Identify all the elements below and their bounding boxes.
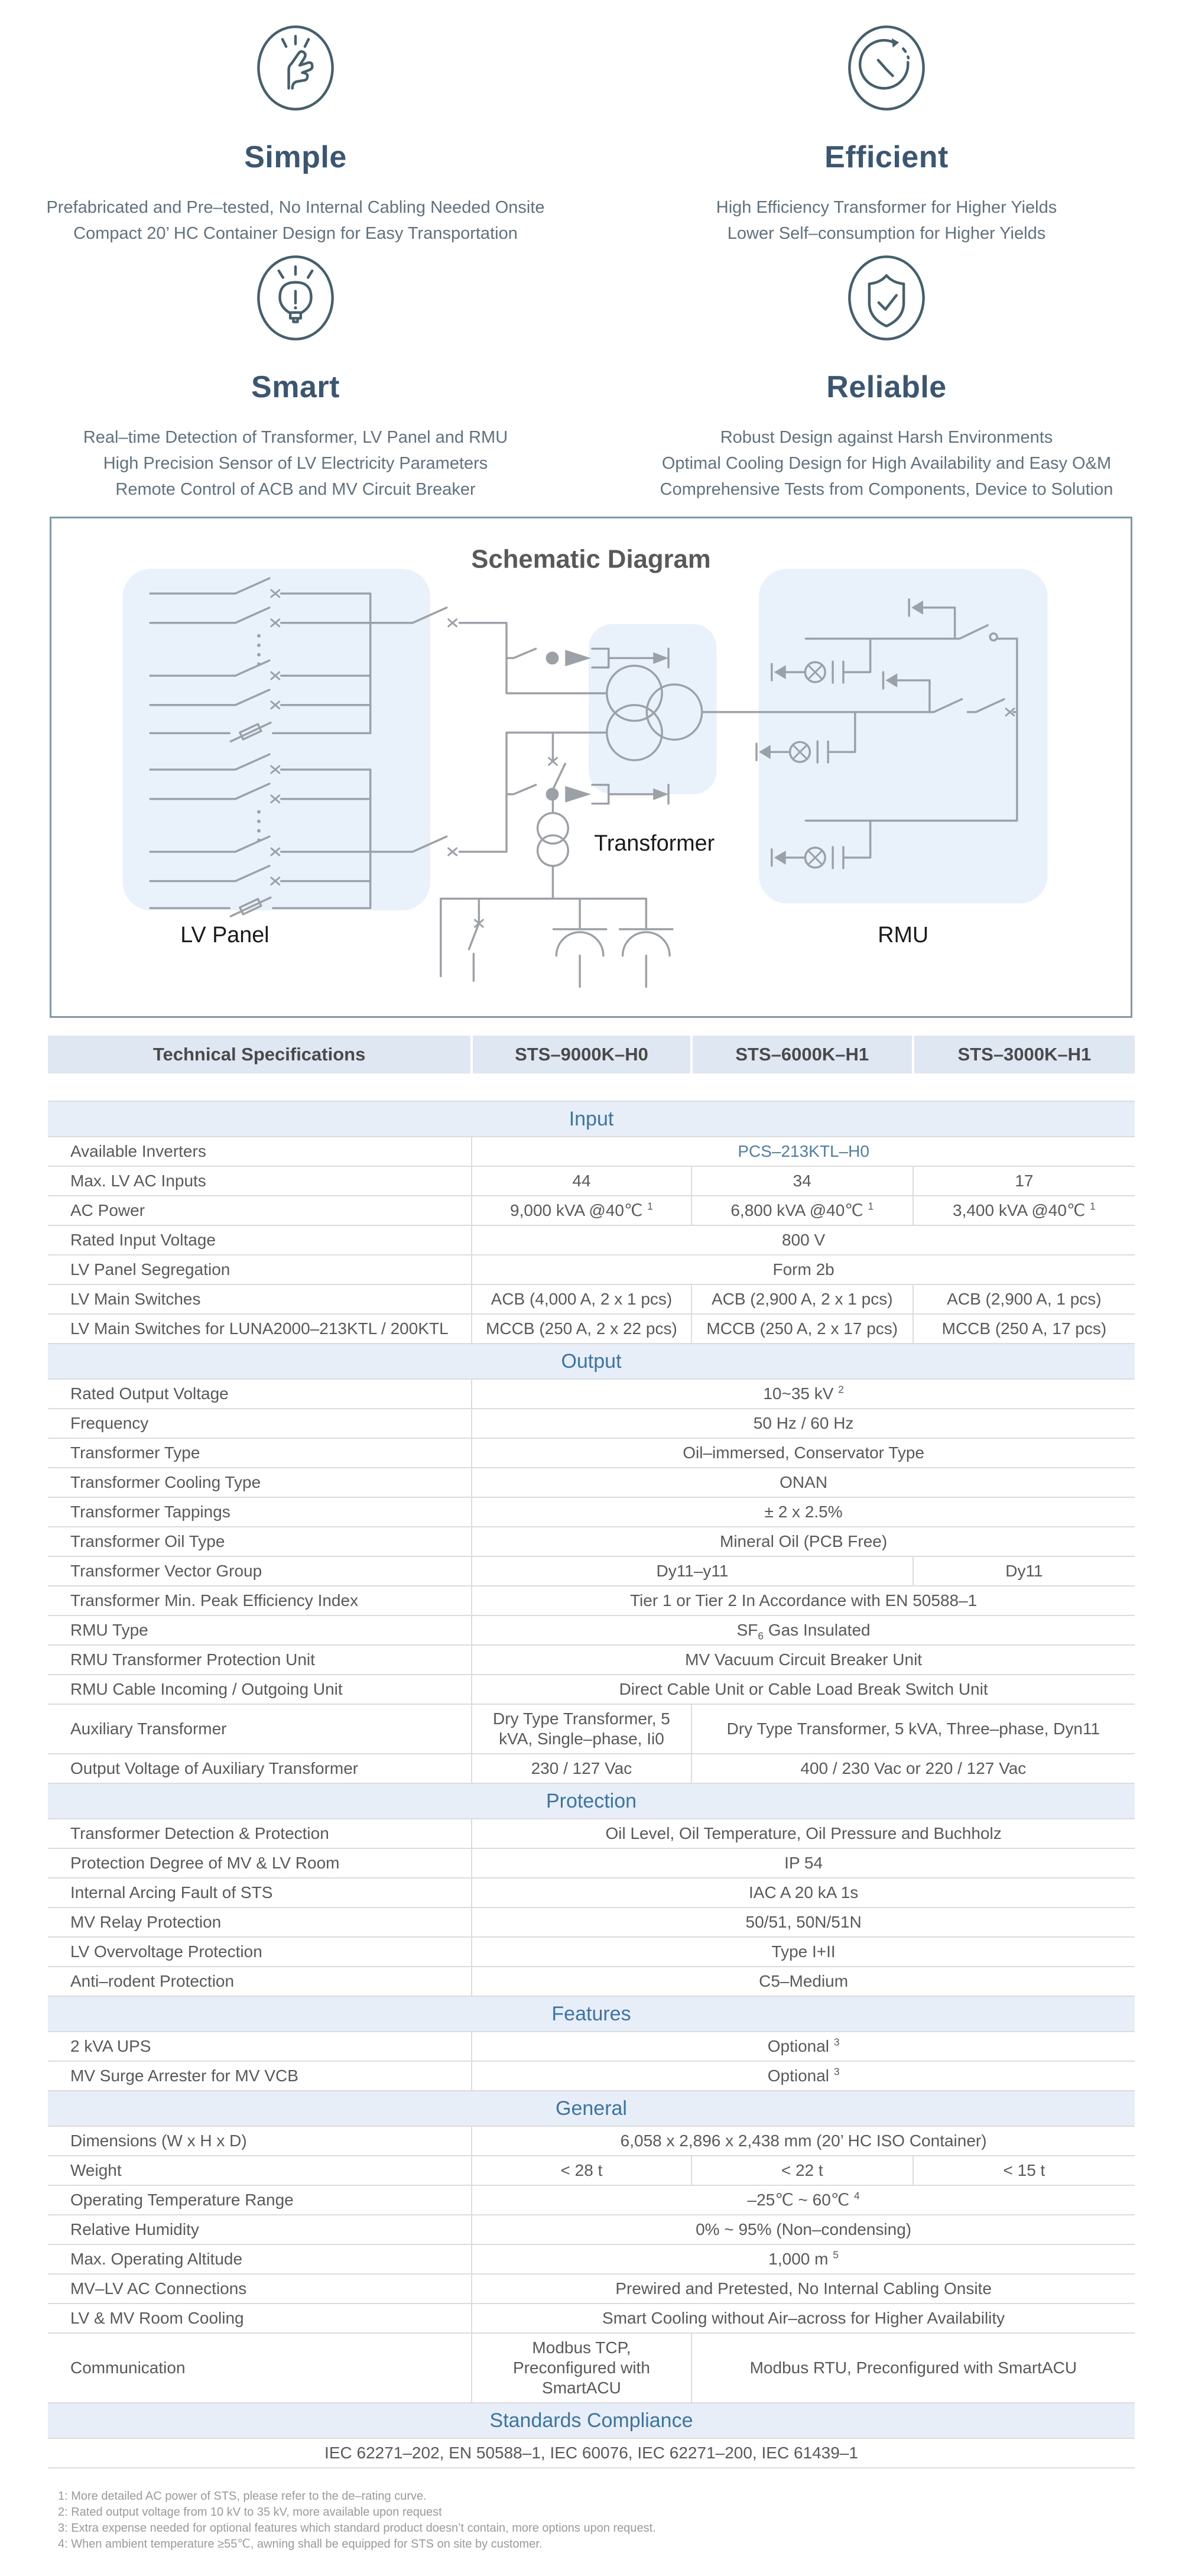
smart-bulb-icon (0, 254, 591, 345)
section-header-row (48, 1101, 1135, 1137)
table-row (48, 2333, 1135, 2403)
table-row (48, 1196, 1135, 1225)
spec-label: Transformer Detection & Protection (48, 1819, 472, 1848)
table-row (48, 2185, 1135, 2215)
spec-label: Internal Arcing Fault of STS (48, 1878, 472, 1907)
table-row (48, 1225, 1135, 1255)
feature-reliable (591, 246, 1182, 502)
footnote: 1: More detailed AC power of STS, please refer to the de–rating curve. (58, 2490, 427, 2503)
spec-label: RMU Cable Incoming / Outgoing Unit (48, 1675, 472, 1704)
spec-label: LV Panel Segregation (48, 1255, 472, 1284)
table-row (48, 1704, 1135, 1754)
spec-header (48, 1036, 1135, 1073)
technical-specifications (48, 1036, 1135, 2468)
table-row (48, 1497, 1135, 1527)
spec-value: 1,000 m $^5$ (472, 2244, 1135, 2274)
table-row (48, 2304, 1135, 2333)
spec-value: IAC A 20 kA 1s (472, 1878, 1135, 1907)
feature-title: Simple (244, 140, 347, 174)
spec-label: LV Main Switches for LUNA2000–213KTL / 200KTL (48, 1314, 472, 1344)
spec-value: Type I+II (472, 1937, 1135, 1967)
feature-line: High Precision Sensor of LV Electricity Parameters (103, 454, 488, 473)
spec-col-header-sts3000: STS–3000K–H1 (913, 1036, 1135, 1073)
spec-label: Weight (48, 2156, 472, 2185)
spec-label: Rated Input Voltage (48, 1225, 472, 1255)
spec-label: Transformer Type (48, 1438, 472, 1468)
spec-value: < 22 t (691, 2156, 913, 2185)
spec-value: 34 (691, 1166, 913, 1196)
rmu-area (759, 569, 1048, 903)
schematic-diagram-box (50, 517, 1132, 1018)
spec-value: 17 (913, 1166, 1135, 1196)
spec-label: Max. LV AC Inputs (48, 1166, 472, 1196)
spec-value: ACB (4,000 A, 2 x 1 pcs) (472, 1284, 691, 1314)
transformer-label: Transformer (594, 830, 715, 855)
spec-label: LV Main Switches (48, 1284, 472, 1314)
feature-title: Reliable (826, 370, 947, 404)
section-title: Output (48, 1344, 1135, 1379)
feature-description (591, 424, 1182, 502)
spec-value: 0% ~ 95% (Non–condensing) (472, 2215, 1135, 2244)
spec-value: Oil Level, Oil Temperature, Oil Pressure and Buchholz (472, 1819, 1135, 1848)
table-row (48, 1527, 1135, 1556)
spec-label: Transformer Vector Group (48, 1556, 472, 1586)
table-row (48, 2061, 1135, 2091)
spec-value: ACB (2,900 A, 2 x 1 pcs) (691, 1284, 913, 1314)
table-row (48, 1937, 1135, 1967)
lv-panel-label: LV Panel (180, 922, 269, 947)
spec-value: C5–Medium (472, 1967, 1135, 1996)
spec-value: IP 54 (472, 1848, 1135, 1878)
efficiency-clock-icon (591, 24, 1182, 115)
spec-label: Max. Operating Altitude (48, 2244, 472, 2274)
spec-value: Optional $^3$ (472, 2032, 1135, 2061)
section-title: Protection (48, 1783, 1135, 1819)
spec-value: Tier 1 or Tier 2 In Accordance with EN 50588–1 (472, 1586, 1135, 1615)
feature-line: Compact 20’ HC Container Design for Easy Transportation (73, 224, 518, 243)
spec-value: 50 Hz / 60 Hz (472, 1409, 1135, 1438)
spec-label: LV & MV Room Cooling (48, 2304, 472, 2333)
spec-label: Transformer Tappings (48, 1497, 472, 1527)
spec-value: Optional $^3$ (472, 2061, 1135, 2091)
table-row (48, 1615, 1135, 1645)
spec-col-header-sts6000: STS–6000K–H1 (691, 1036, 913, 1073)
table-row (48, 1967, 1135, 1996)
feature-description (0, 194, 591, 246)
spec-value: 9,000 kVA @40℃ $^1$ (472, 1196, 691, 1225)
feature-efficient (591, 0, 1182, 246)
feature-smart (0, 246, 591, 502)
spec-value: 10~35 kV $^2$ (472, 1379, 1135, 1409)
table-row (48, 1556, 1135, 1586)
feature-line: Real–time Detection of Transformer, LV Panel and RMU (83, 428, 508, 447)
spec-label: Available Inverters (48, 1137, 472, 1166)
spec-value: Smart Cooling without Air–across for Higher Availability (472, 2304, 1135, 2333)
schematic-title: Schematic Diagram (471, 544, 711, 574)
table-row (48, 2244, 1135, 2274)
spec-value: 3,400 kVA @40℃ $^1$ (913, 1196, 1135, 1225)
reliable-shield-icon (591, 254, 1182, 345)
spec-value: 50/51, 50N/51N (472, 1907, 1135, 1937)
spec-label: Anti–rodent Protection (48, 1967, 472, 1996)
spec-value: 230 / 127 Vac (472, 1754, 691, 1783)
spec-value: Prewired and Pretested, No Internal Cabling Onsite (472, 2274, 1135, 2304)
table-row (48, 2274, 1135, 2304)
table-row (48, 1675, 1135, 1704)
section-header-row (48, 1783, 1135, 1819)
spec-label: MV Relay Protection (48, 1907, 472, 1937)
spec-label: Communication (48, 2333, 472, 2403)
table-row (48, 1438, 1135, 1468)
spec-value: 400 / 230 Vac or 220 / 127 Vac (691, 1754, 1135, 1783)
table-row (48, 1314, 1135, 1344)
spec-label: Auxiliary Transformer (48, 1704, 472, 1754)
spec-value: Oil–immersed, Conservator Type (472, 1438, 1135, 1468)
spec-value: IEC 62271–202, EN 50588–1, IEC 60076, IEC 62271–200, IEC 61439–1 (48, 2438, 1135, 2468)
table-row (48, 1848, 1135, 1878)
spec-value: ± 2 x 2.5% (472, 1497, 1135, 1527)
snap-fingers-icon (0, 24, 591, 115)
section-header-row (48, 1996, 1135, 2032)
table-row (48, 2156, 1135, 2185)
spec-value: MV Vacuum Circuit Breaker Unit (472, 1645, 1135, 1675)
table-row (48, 1409, 1135, 1438)
table-row (48, 1468, 1135, 1497)
spec-label: Transformer Cooling Type (48, 1468, 472, 1497)
spec-value: MCCB (250 A, 2 x 22 pcs) (472, 1314, 691, 1344)
spec-value: Mineral Oil (PCB Free) (472, 1527, 1135, 1556)
spec-value: Dry Type Transformer, 5 kVA, Three–phase, Dyn11 (691, 1704, 1135, 1754)
table-row (48, 1878, 1135, 1907)
spec-label: Transformer Min. Peak Efficiency Index (48, 1586, 472, 1615)
spec-value: MCCB (250 A, 2 x 17 pcs) (691, 1314, 913, 1344)
spec-label: Transformer Oil Type (48, 1527, 472, 1556)
footnote: 4: When ambient temperature ≥55℃, awning shall be equipped for STS on site by customer. (58, 2538, 543, 2551)
feature-description (591, 194, 1182, 246)
spec-value: 6,058 x 2,896 x 2,438 mm (20’ HC ISO Container) (472, 2126, 1135, 2156)
spec-label: MV Surge Arrester for MV VCB (48, 2061, 472, 2091)
feature-line: Robust Design against Harsh Environments (720, 428, 1053, 447)
table-row (48, 1379, 1135, 1409)
spec-value: < 15 t (913, 2156, 1135, 2185)
feature-line: Lower Self–consumption for Higher Yields (727, 224, 1046, 243)
section-title: Standards Compliance (48, 2403, 1135, 2438)
table-row (48, 2126, 1135, 2156)
section-title: Features (48, 1996, 1135, 2032)
feature-line: Prefabricated and Pre–tested, No Internal Cabling Needed Onsite (46, 198, 545, 217)
spec-label: Relative Humidity (48, 2215, 472, 2244)
spec-label: Rated Output Voltage (48, 1379, 472, 1409)
spec-value: Modbus RTU, Preconfigured with SmartACU (691, 2333, 1135, 2403)
spec-value: Dy11 (913, 1556, 1135, 1586)
spec-value: Dy11–y11 (472, 1556, 913, 1586)
spec-label: MV–LV AC Connections (48, 2274, 472, 2304)
schematic-diagram (51, 518, 1131, 1016)
spec-value: Modbus TCP, Preconfigured with SmartACU (472, 2333, 691, 2403)
footnote: 3: Extra expense needed for optional features which standard product doesn’t contain, more options upon request. (58, 2522, 656, 2535)
rmu-label: RMU (878, 922, 929, 947)
spec-label: LV Overvoltage Protection (48, 1937, 472, 1967)
table-row (48, 1645, 1135, 1675)
spec-value: ACB (2,900 A, 1 pcs) (913, 1284, 1135, 1314)
feature-grid (0, 0, 1182, 502)
table-row (48, 1284, 1135, 1314)
table-row (48, 1586, 1135, 1615)
spec-value: < 28 t (472, 2156, 691, 2185)
spec-value: –25℃ ~ 60℃ $^4$ (472, 2185, 1135, 2215)
section-title: General (48, 2091, 1135, 2126)
spec-table (48, 1101, 1135, 2468)
section-header-row (48, 1344, 1135, 1379)
feature-line: Optimal Cooling Design for High Availability and Easy O&M (661, 454, 1112, 473)
footnote: 2: Rated output voltage from 10 kV to 35 kV, more available upon request (58, 2506, 442, 2519)
spec-label: Protection Degree of MV & LV Room (48, 1848, 472, 1878)
spec-value: ONAN (472, 1468, 1135, 1497)
table-row (48, 1137, 1135, 1166)
lv-panel-area (123, 569, 430, 910)
spec-label: RMU Transformer Protection Unit (48, 1645, 472, 1675)
feature-line: Remote Control of ACB and MV Circuit Breaker (115, 480, 476, 499)
section-header-row (48, 2091, 1135, 2126)
spec-value: 44 (472, 1166, 691, 1196)
spec-value: MCCB (250 A, 17 pcs) (913, 1314, 1135, 1344)
spec-header-title: Technical Specifications (48, 1036, 472, 1073)
spec-label: Frequency (48, 1409, 472, 1438)
table-row (48, 1754, 1135, 1783)
feature-simple (0, 0, 591, 246)
spec-value: Direct Cable Unit or Cable Load Break Switch Unit (472, 1675, 1135, 1704)
table-row (48, 2438, 1135, 2468)
table-row (48, 1907, 1135, 1937)
spec-value: Form 2b (472, 1255, 1135, 1284)
table-row (48, 1166, 1135, 1196)
spec-col-header-sts9000: STS–9000K–H0 (472, 1036, 691, 1073)
spec-label: Output Voltage of Auxiliary Transformer (48, 1754, 472, 1783)
section-header-row (48, 2403, 1135, 2438)
spec-value: 6,800 kVA @40℃ $^1$ (691, 1196, 913, 1225)
table-row (48, 1819, 1135, 1848)
spec-value: 800 V (472, 1225, 1135, 1255)
footnotes (58, 2489, 1182, 2576)
spec-label: RMU Type (48, 1615, 472, 1645)
feature-title: Efficient (824, 140, 949, 174)
spec-value: PCS–213KTL–H0 (472, 1137, 1135, 1166)
spec-label: Operating Temperature Range (48, 2185, 472, 2215)
table-row (48, 2215, 1135, 2244)
section-title: Input (48, 1101, 1135, 1137)
spec-value: $SF_6$ Gas Insulated (472, 1615, 1135, 1645)
spec-label: 2 kVA UPS (48, 2032, 472, 2061)
spec-label: Dimensions (W x H x D) (48, 2126, 472, 2156)
feature-line: Comprehensive Tests from Components, Device to Solution (660, 480, 1113, 499)
table-row (48, 1255, 1135, 1284)
feature-line: High Efficiency Transformer for Higher Yields (716, 198, 1057, 217)
feature-title: Smart (251, 370, 340, 404)
spec-value: Dry Type Transformer, 5 kVA, Single–phase, Ii0 (472, 1704, 691, 1754)
feature-description (0, 424, 591, 502)
spec-label: AC Power (48, 1196, 472, 1225)
table-row (48, 2032, 1135, 2061)
